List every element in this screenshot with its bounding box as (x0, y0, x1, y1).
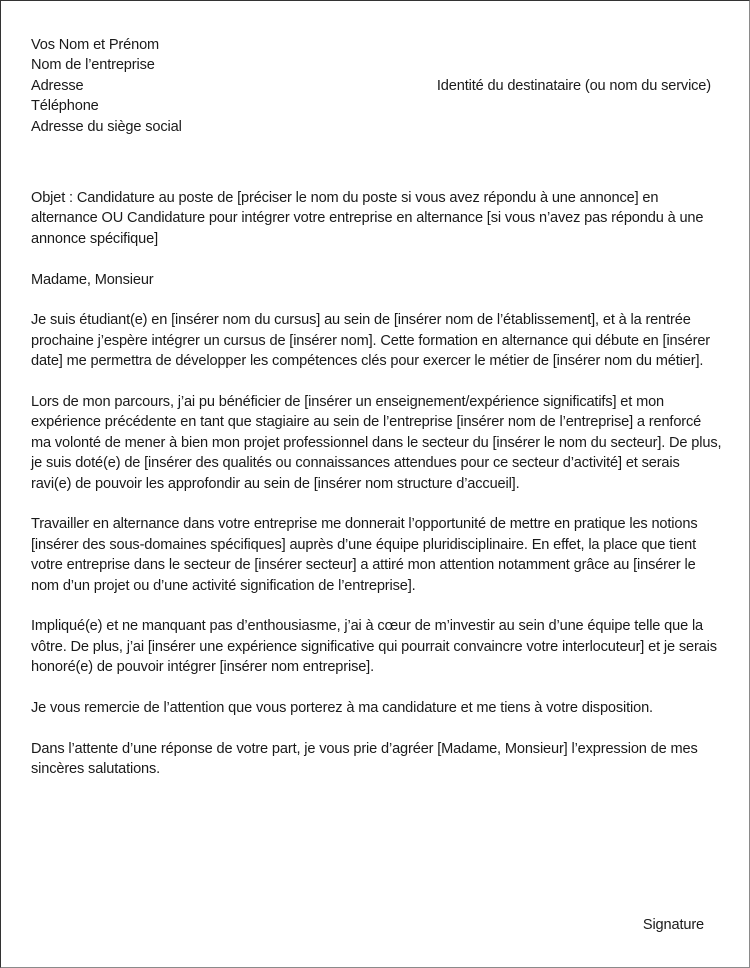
subject-line: Objet : Candidature au poste de [préciser le nom du poste si vous avez répondu à une annonce] en alternance OU Candidature pour intégrer votre entreprise en alternance [si vous n’avez pas répondu à une annonce spécifique] (31, 190, 704, 247)
paragraph-background: Lors de mon parcours, j’ai pu bénéficier de [insérer un enseignement/expérience significatifs] et mon expérience précédente en tant que stagiaire au sein de l’entreprise [insérer nom de l’entreprise] a renforcé ma volonté de mener à bien mon projet professionnel dans le secteur du [insérer le nom du secteur]. De plus, je suis doté(e) de [insérer des qualités ou connaissances attendues pour ce secteur d’activité] et serais ravi(e) de pouvoir les approfondir au sein de [insérer nom structure d’accueil]. (31, 394, 722, 492)
recipient-block: Identité du destinataire (ou nom du service) (436, 78, 711, 94)
salutation: Madame, Monsieur (31, 271, 154, 288)
sender-address: Adresse (31, 77, 84, 94)
paragraph-introduction: Je suis étudiant(e) en [insérer nom du cursus] au sein de [insérer nom de l’établissement], et à la rentrée prochaine j’espère intégrer un cursus de [insérer nom]. Cette formation en alternance qui débute en [insérer date] me permettra de développer les compétences clés pour exercer le métier de [insérer nom du métier]. (31, 312, 711, 370)
paragraph-motivation: Travailler en alternance dans votre entreprise me donnerait l’opportunité de mettre en pratique les notions [insérer des sous-domaines spécifiques] auprès d’une équipe pluridisciplinaire. En effet, la place que tient votre entreprise dans le secteur de [insérer secteur] a attiré mon attention notamment grâce au [insérer le nom d’un projet ou d’une activité signification de l’entreprise]. (31, 516, 698, 594)
sender-company: Nom de l’entreprise (31, 57, 155, 74)
paragraph-thanks: Je vous remercie de l’attention que vous porterez à ma candidature et me tiens à votre disposition. (31, 700, 653, 717)
sender-head-office: Adresse du siège social (31, 118, 182, 135)
sender-phone: Téléphone (31, 98, 99, 115)
paragraph-closing: Dans l’attente d’une réponse de votre part, je vous prie d’agréer [Madame, Monsieur] l’expression de mes sincères salutations. (31, 740, 698, 778)
letter-body (31, 188, 723, 800)
sender-name: Vos Nom et Prénom (31, 37, 160, 53)
paragraph-commitment: Impliqué(e) et ne manquant pas d’enthousiasme, j’ai à cœur de m’investir au sein d’une équipe telle que la vôtre. De plus, j’ai [insérer une expérience significative qui pourrait convaincre votre interlocuteur] et je serais honoré(e) de pouvoir intégrer [insérer nom entreprise]. (31, 618, 717, 676)
signature: Signature (642, 917, 704, 933)
sender-block (31, 35, 182, 137)
